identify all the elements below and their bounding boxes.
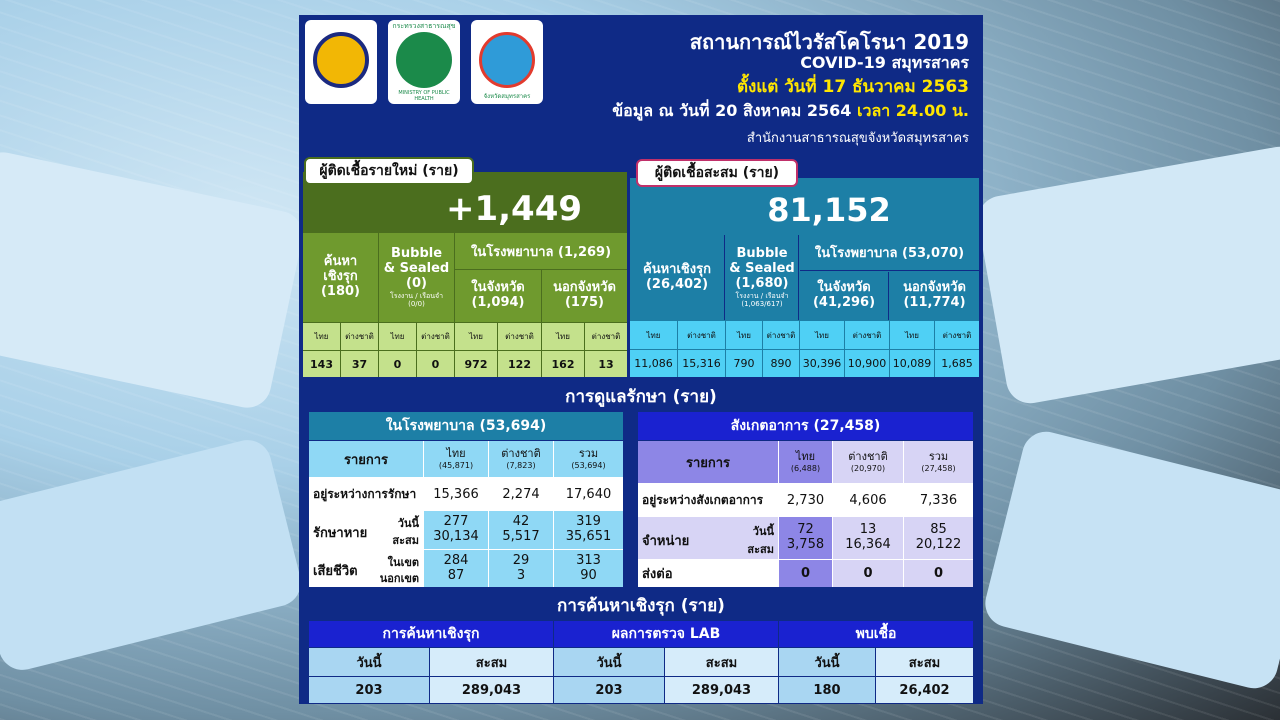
- cum-bubble-sub1: โรงงาน / เรือนจำ: [735, 291, 789, 300]
- data-time-text: เวลา 24.00 น.: [856, 101, 969, 120]
- treating-fr: 2,274: [489, 478, 553, 510]
- rec-cumul-fr: 5,517: [502, 529, 540, 544]
- recovered-sum: [554, 511, 623, 549]
- refer-th: 0: [779, 560, 832, 587]
- cum-bubble-cell: [726, 235, 799, 320]
- new-value: 37: [341, 351, 378, 377]
- new-bubble-l3: (0): [406, 275, 427, 291]
- cum-proactive-l1: ค้นหาเชิงรุก: [643, 261, 711, 277]
- background-mask-right: [974, 143, 1280, 407]
- search-g3-today-value: 180: [779, 677, 875, 703]
- cum-th-label-3: ไทย: [800, 321, 844, 349]
- hospital-sum-label: รวม: [578, 447, 599, 461]
- new-bubble-l2: & Sealed: [383, 260, 450, 276]
- cumulative-label: ผู้ติดเชื้อสะสม (ราย): [636, 159, 798, 187]
- observe-fr-header: [833, 441, 903, 483]
- new-bubble-cell: [379, 233, 454, 322]
- treating-sum: 17,640: [554, 478, 623, 510]
- search-g3-today-label: วันนี้: [779, 648, 875, 676]
- treating-label: อยู่ระหว่างการรักษา: [309, 478, 423, 510]
- cum-bubble-sub2: (1,063/617): [741, 299, 783, 308]
- new-bubble-l1: Bubble: [390, 246, 443, 262]
- search-g1-cumul-value: 289,043: [430, 677, 553, 703]
- new-th-label-3: ไทย: [455, 323, 497, 350]
- died-label: เสียชีวิต: [313, 564, 358, 579]
- moph-logo-text: กระทรวงสาธารณสุข: [392, 21, 456, 30]
- recovered-cumul-label: สะสม: [392, 534, 419, 547]
- refer-sum: 0: [904, 560, 973, 587]
- new-fr-label-3: ต่างชาติ: [498, 323, 541, 350]
- new-cases-total: +1,449: [445, 189, 583, 229]
- cumulative-values-row: [630, 321, 979, 377]
- hospital-table-title: ในโรงพยาบาล (53,694): [309, 412, 623, 440]
- dis-today-th: 72: [797, 522, 814, 538]
- search-g2-cumul-label: สะสม: [665, 648, 778, 676]
- cum-bubble-l3: (1,680): [735, 275, 789, 291]
- discharge-cumul-label: สะสม: [747, 543, 774, 556]
- dis-today-fr: 13: [859, 522, 877, 538]
- new-in-prov-l1: ในจังหวัด: [471, 280, 525, 296]
- cum-value: 15,316: [678, 350, 725, 377]
- observing-label: อยู่ระหว่างสังเกตอาการ: [638, 484, 778, 516]
- new-th-label-4: ไทย: [542, 323, 584, 350]
- search-group-header-2: ผลการตรวจ LAB: [554, 621, 778, 647]
- cum-out-prov-l2: (11,774): [903, 295, 966, 310]
- cum-value: 890: [763, 350, 799, 377]
- hospital-sum-header: [554, 441, 623, 477]
- cum-value: 11,086: [630, 350, 677, 377]
- die-out-sum: 90: [580, 567, 597, 583]
- observe-sum-count: (27,458): [921, 463, 956, 473]
- hospital-fr-count: (7,823): [506, 460, 536, 470]
- samut-sakhon-logo-text: จังหวัดสมุทรสาคร: [483, 93, 531, 100]
- recovered-th: [424, 511, 488, 549]
- dis-cumul-th: 3,758: [786, 537, 825, 552]
- office-name: สำนักงานสาธารณสุขจังหวัดสมุทรสาคร: [746, 131, 969, 146]
- new-fr-label-1: ต่างชาติ: [341, 323, 378, 350]
- cum-th-label-4: ไทย: [890, 321, 934, 349]
- search-g2-today-label: วันนี้: [554, 648, 664, 676]
- observing-th: 2,730: [779, 484, 832, 516]
- cum-value: 1,685: [935, 350, 979, 377]
- cum-fr-label-2: ต่างชาติ: [763, 321, 799, 349]
- cum-fr-label-3: ต่างชาติ: [845, 321, 889, 349]
- new-proactive-cell: [303, 233, 378, 322]
- cum-proactive-cell: [630, 235, 725, 320]
- search-group-header-1: การค้นหาเชิงรุก: [309, 621, 553, 647]
- discharge-sum: [904, 517, 973, 559]
- cum-hospital-header: ในโรงพยาบาล (53,070): [800, 235, 979, 271]
- background-mask-right-lower: [980, 427, 1280, 694]
- hospital-th-count: (45,871): [438, 460, 474, 470]
- new-in-prov-l2: (1,094): [471, 295, 525, 310]
- hospital-item-header: รายการ: [309, 441, 423, 477]
- observe-fr-label: ต่างชาติ: [848, 450, 888, 464]
- hospital-fr-header: [489, 441, 553, 477]
- new-out-prov-l1: นอกจังหวัด: [553, 280, 616, 296]
- observe-sum-label: รวม: [928, 450, 949, 464]
- cum-value: 790: [726, 350, 762, 377]
- dis-cumul-sum: 20,122: [915, 537, 962, 552]
- discharge-label: จำหน่าย: [642, 534, 690, 549]
- die-in-th: 284: [443, 552, 469, 568]
- data-date-text: ข้อมูล ณ วันที่ 20 สิงหาคม 2564: [612, 101, 852, 120]
- care-section-title: การดูแลรักษา (ราย): [565, 386, 717, 407]
- new-fr-label-4: ต่างชาติ: [585, 323, 627, 350]
- refer-label: ส่งต่อ: [638, 560, 778, 587]
- refer-fr: 0: [833, 560, 903, 587]
- new-value: 0: [379, 351, 416, 377]
- observe-th-count: (6,488): [790, 463, 821, 473]
- dis-today-sum: 85: [930, 522, 947, 538]
- dis-cumul-fr: 16,364: [845, 537, 891, 552]
- observing-fr: 4,606: [833, 484, 903, 516]
- search-g1-today-value: 203: [309, 677, 429, 703]
- recovered-row: [309, 511, 423, 549]
- cum-bubble-l1: Bubble: [736, 246, 788, 262]
- search-g2-today-value: 203: [554, 677, 664, 703]
- new-cases-values-row: [303, 323, 627, 377]
- cum-in-province-cell: [800, 272, 889, 320]
- rec-cumul-th: 30,134: [433, 529, 479, 544]
- new-cases-label: ผู้ติดเชื้อรายใหม่ (ราย): [304, 157, 474, 185]
- observe-th-header: [779, 441, 832, 483]
- rec-today-th: 277: [443, 514, 469, 530]
- observe-table-title: สังเกตอาการ (27,458): [638, 412, 973, 440]
- new-value: 13: [585, 351, 627, 377]
- cum-bubble-l2: & Sealed: [729, 260, 795, 276]
- hospital-th-header: [424, 441, 488, 477]
- new-proactive-l3: (180): [320, 283, 361, 299]
- died-outzone-label: นอกเขต: [379, 572, 419, 585]
- hospital-fr-label: ต่างชาติ: [501, 447, 541, 461]
- new-in-province-cell: [455, 270, 541, 322]
- new-value: 0: [417, 351, 454, 377]
- cum-fr-label-1: ต่างชาติ: [678, 321, 725, 349]
- search-g3-cumul-label: สะสม: [876, 648, 973, 676]
- recovered-label: รักษาหาย: [313, 526, 368, 541]
- died-inzone-label: ในเขต: [387, 556, 419, 569]
- died-fr: [489, 550, 553, 587]
- search-group-header-3: พบเชื้อ: [779, 621, 973, 647]
- treating-th: 15,366: [424, 478, 488, 510]
- died-sum: [554, 550, 623, 587]
- new-value: 972: [455, 351, 497, 377]
- rec-today-sum: 319: [576, 514, 601, 530]
- cum-value: 10,900: [845, 350, 889, 377]
- recovered-fr: [489, 511, 553, 549]
- discharge-th: [779, 517, 832, 559]
- page-title: สถานการณ์ไวรัสโคโรนา 2019: [689, 30, 969, 54]
- cum-fr-label-4: ต่างชาติ: [935, 321, 979, 349]
- cum-value: 30,396: [800, 350, 844, 377]
- search-g3-cumul-value: 26,402: [876, 677, 973, 703]
- new-hospital-header: ในโรงพยาบาล (1,269): [455, 233, 627, 269]
- infographic-panel: [299, 15, 983, 704]
- background-mask-left-lower: [0, 435, 306, 675]
- new-bubble-sub2: (0/0): [408, 299, 425, 308]
- died-row: [309, 550, 423, 587]
- search-g1-today-label: วันนี้: [309, 648, 429, 676]
- new-out-prov-l2: (175): [564, 295, 605, 310]
- cum-in-prov-l2: (41,296): [812, 295, 876, 310]
- new-proactive-l2: เชิงรุก: [323, 269, 358, 285]
- background-mask-left: [0, 148, 307, 412]
- new-fr-label-2: ต่างชาติ: [417, 323, 454, 350]
- moph-logo: [388, 20, 460, 104]
- new-value: 122: [498, 351, 541, 377]
- cum-value: 10,089: [890, 350, 934, 377]
- hospital-th-label: ไทย: [446, 447, 466, 461]
- new-th-label-2: ไทย: [379, 323, 416, 350]
- hospital-sum-count: (53,694): [571, 460, 606, 470]
- data-date: [612, 99, 969, 124]
- die-in-sum: 313: [576, 552, 601, 568]
- observe-item-header: รายการ: [638, 441, 778, 483]
- discharge-today-label: วันนี้: [752, 525, 774, 538]
- cum-proactive-l2: (26,402): [645, 276, 709, 292]
- observe-fr-count: (20,970): [850, 463, 886, 473]
- cumulative-total: 81,152: [767, 191, 891, 229]
- cum-th-label-1: ไทย: [630, 321, 677, 349]
- cum-th-label-2: ไทย: [726, 321, 762, 349]
- new-bubble-sub1: โรงงาน / เรือนจำ: [389, 291, 444, 300]
- new-proactive-l1: ค้นหา: [323, 254, 358, 270]
- cum-out-province-cell: [890, 272, 979, 320]
- cum-out-prov-l1: นอกจังหวัด: [903, 280, 966, 296]
- die-out-th: 87: [447, 567, 465, 583]
- since-date: ตั้งแต่ วันที่ 17 ธันวาคม 2563: [736, 77, 969, 97]
- observe-th-label: ไทย: [795, 450, 816, 464]
- discharge-row: [638, 517, 778, 559]
- province-seal-logo: [305, 20, 377, 104]
- search-g1-cumul-label: สะสม: [430, 648, 553, 676]
- search-g2-cumul-value: 289,043: [665, 677, 778, 703]
- recovered-today-label: วันนี้: [397, 517, 419, 530]
- die-in-fr: 29: [512, 552, 530, 568]
- new-value: 162: [542, 351, 584, 377]
- discharge-fr: [833, 517, 903, 559]
- samut-sakhon-logo: [471, 20, 543, 104]
- new-out-province-cell: [542, 270, 627, 322]
- search-section-title: การค้นหาเชิงรุก (ราย): [557, 595, 725, 616]
- die-out-fr: 3: [516, 567, 526, 583]
- observing-sum: 7,336: [904, 484, 973, 516]
- rec-cumul-sum: 35,651: [565, 529, 612, 544]
- cum-in-prov-l1: ในจังหวัด: [817, 280, 871, 296]
- moph-logo-text-en: MINISTRY OF PUBLIC HEALTH: [398, 90, 450, 102]
- page-subtitle: COVID-19 สมุทรสาคร: [800, 53, 969, 72]
- observe-sum-header: [904, 441, 973, 483]
- rec-today-fr: 42: [512, 514, 530, 530]
- new-th-label-1: ไทย: [303, 323, 340, 350]
- died-th: [424, 550, 488, 587]
- new-value: 143: [303, 351, 340, 377]
